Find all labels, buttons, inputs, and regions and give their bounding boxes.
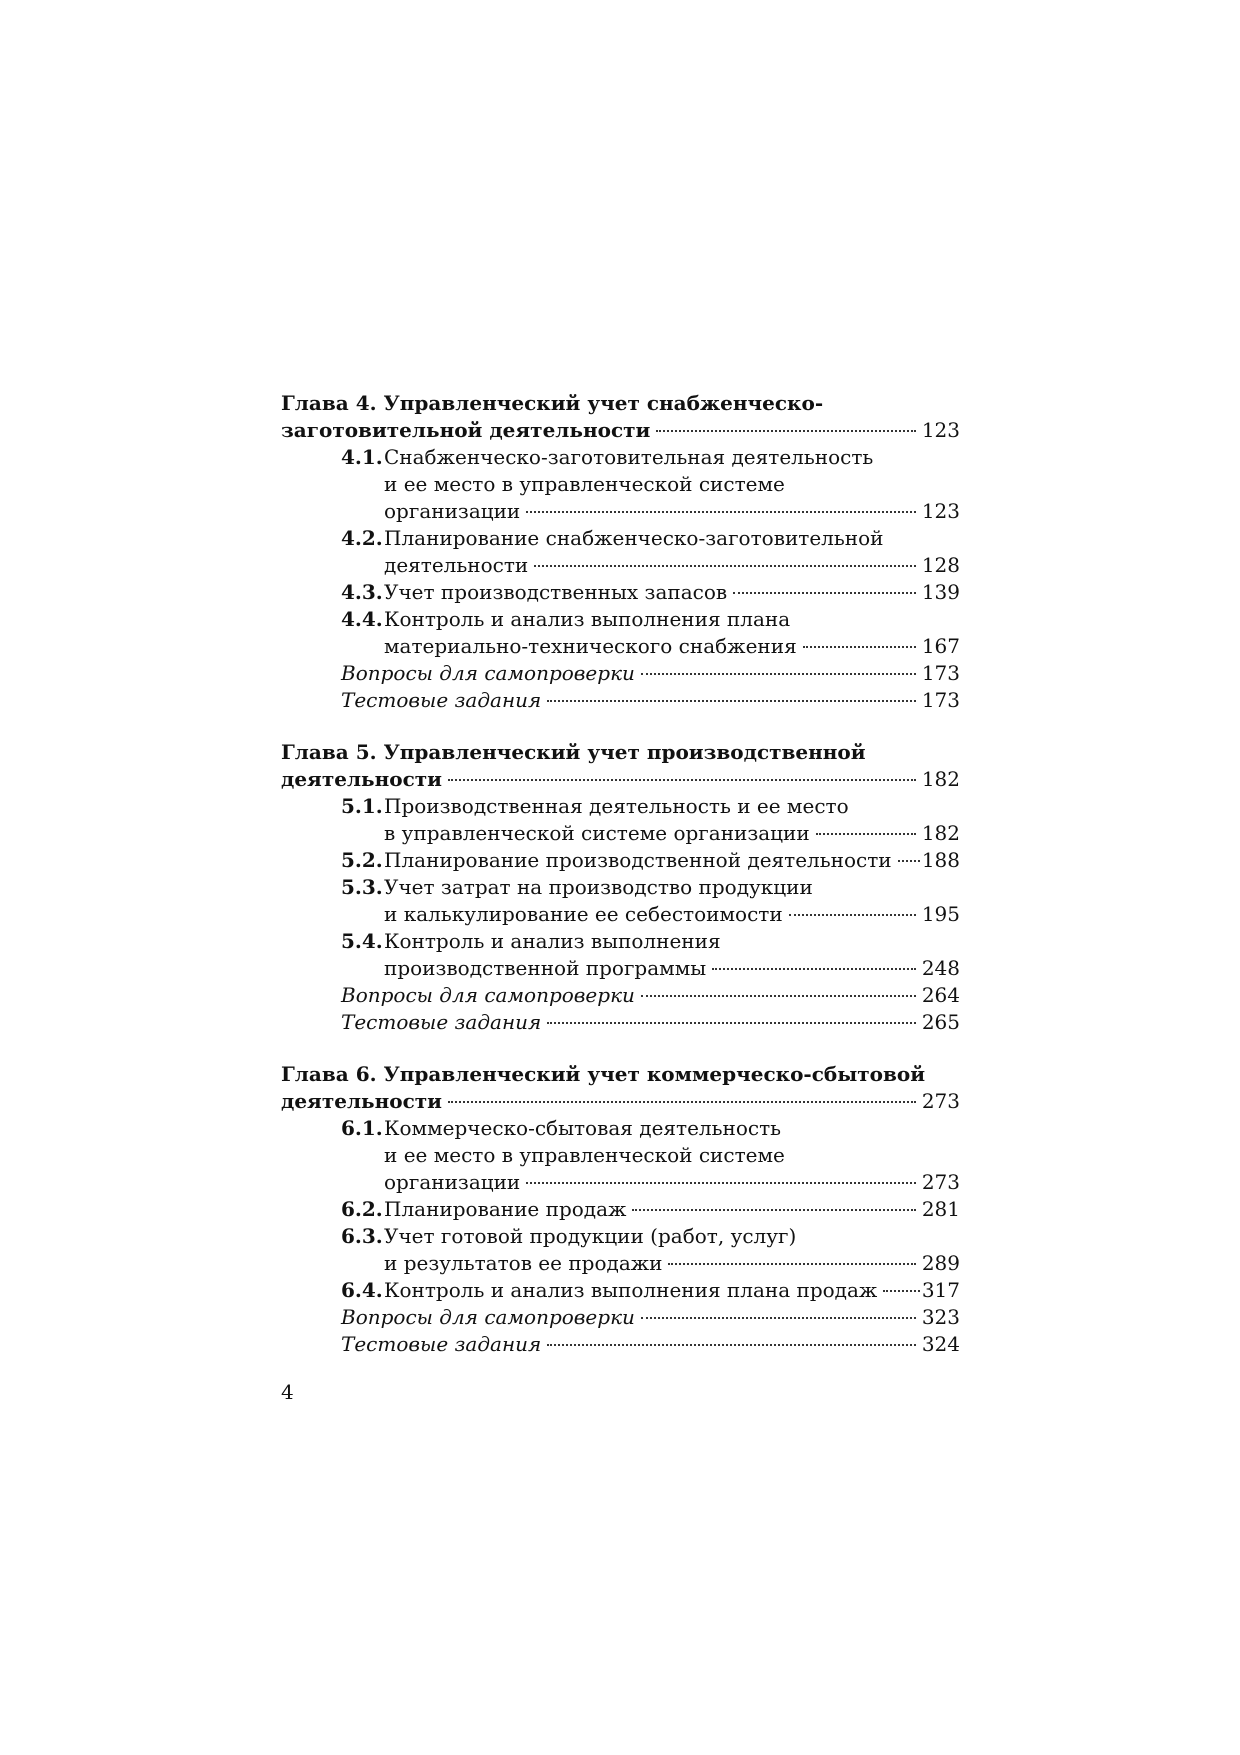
toc-item-questions[interactable] [281, 982, 960, 1009]
page-footer-number: 4 [281, 1380, 294, 1404]
page-number: 123 [921, 418, 960, 442]
toc-item[interactable] [281, 1115, 960, 1196]
toc-item[interactable] [281, 847, 960, 874]
chapter-title: деятельности [281, 1089, 443, 1113]
toc-item-tests[interactable] [281, 1009, 960, 1036]
chapter-6 [281, 1061, 960, 1358]
page-number: 248 [921, 956, 960, 980]
section-title: в управленческой системе организации [384, 821, 810, 845]
toc-item-tests[interactable] [281, 1331, 960, 1358]
section-title: и результатов ее продажи [384, 1251, 663, 1275]
section-title: Контроль и анализ выполнения плана продаж [384, 1278, 878, 1302]
page-number: 139 [921, 580, 960, 604]
dot-leader [526, 1182, 916, 1184]
section-title: Контроль и анализ выполнения плана [384, 607, 791, 631]
toc-item[interactable] [281, 579, 960, 606]
section-number: 6.4. [341, 1278, 383, 1302]
chapter-title-line[interactable] [281, 417, 960, 444]
dot-leader [883, 1290, 920, 1292]
page-number: 289 [921, 1251, 960, 1275]
section-title: производственной программы [384, 956, 707, 980]
dot-leader [641, 1317, 916, 1319]
chapter-4 [281, 390, 960, 714]
dot-leader [733, 592, 916, 594]
chapter-title: Глава 4. Управленческий учет снабженческо- [281, 391, 824, 415]
chapter-title: Глава 6. Управленческий учет коммерческо-сбытовой [281, 1062, 926, 1086]
dot-leader [641, 995, 916, 997]
section-title: Планирование производственной деятельности [384, 848, 892, 872]
tests-label: Тестовые задания [341, 1010, 542, 1034]
chapter-5 [281, 739, 960, 1036]
dot-leader [712, 968, 916, 970]
chapter-title: деятельности [281, 767, 443, 791]
page-number: 188 [921, 848, 960, 872]
section-number: 5.3. [341, 875, 383, 899]
toc-item[interactable] [281, 928, 960, 982]
section-number: 4.3. [341, 580, 383, 604]
section-title: Планирование снабженческо-заготовительной [384, 526, 884, 550]
questions-label: Вопросы для самопроверки [341, 983, 635, 1007]
page-number: 273 [921, 1170, 960, 1194]
dot-leader [816, 833, 916, 835]
tests-label: Тестовые задания [341, 688, 542, 712]
section-title: и калькулирование ее себестоимости [384, 902, 783, 926]
chapter-title: Глава 5. Управленческий учет производственной [281, 740, 866, 764]
dot-leader [789, 914, 916, 916]
page-number: 265 [921, 1010, 960, 1034]
dot-leader [448, 779, 916, 781]
page-number: 167 [921, 634, 960, 658]
dot-leader [526, 511, 916, 513]
section-number: 6.3. [341, 1224, 383, 1248]
chapter-title-line[interactable] [281, 1088, 960, 1115]
dot-leader [632, 1209, 915, 1211]
section-title: Учет затрат на производство продукции [384, 875, 813, 899]
dot-leader [803, 646, 916, 648]
dot-leader [448, 1101, 916, 1103]
toc-item-tests[interactable] [281, 687, 960, 714]
dot-leader [547, 1344, 916, 1346]
page-number: 173 [921, 688, 960, 712]
dot-leader [641, 673, 916, 675]
section-number: 6.1. [341, 1116, 383, 1140]
section-title: материально-технического снабжения [384, 634, 797, 658]
section-title: Планирование продаж [384, 1197, 627, 1221]
section-number: 4.1. [341, 445, 383, 469]
page-number: 273 [921, 1089, 960, 1113]
chapter-title-line[interactable] [281, 739, 960, 766]
chapter-title-line[interactable] [281, 766, 960, 793]
dot-leader [547, 1022, 916, 1024]
toc-item[interactable] [281, 444, 960, 525]
section-number: 5.4. [341, 929, 383, 953]
toc-item-questions[interactable] [281, 1304, 960, 1331]
page-number: 182 [921, 821, 960, 845]
section-title: организации [384, 1170, 521, 1194]
toc-item[interactable] [281, 606, 960, 660]
section-number: 4.2. [341, 526, 383, 550]
tests-label: Тестовые задания [341, 1332, 542, 1356]
toc-item[interactable] [281, 1196, 960, 1223]
section-title: деятельности [384, 553, 529, 577]
section-number: 6.2. [341, 1197, 383, 1221]
section-title: Учет производственных запасов [384, 580, 728, 604]
toc-item[interactable] [281, 793, 960, 847]
page-number: 281 [921, 1197, 960, 1221]
dot-leader [898, 860, 920, 862]
page-number: 182 [921, 767, 960, 791]
toc-item[interactable] [281, 525, 960, 579]
section-number: 5.1. [341, 794, 383, 818]
page-number: 323 [921, 1305, 960, 1329]
toc-item[interactable] [281, 874, 960, 928]
page-number: 123 [921, 499, 960, 523]
dot-leader [547, 700, 916, 702]
questions-label: Вопросы для самопроверки [341, 661, 635, 685]
questions-label: Вопросы для самопроверки [341, 1305, 635, 1329]
page-number: 128 [921, 553, 960, 577]
toc-item-questions[interactable] [281, 660, 960, 687]
section-number: 5.2. [341, 848, 383, 872]
section-title: Снабженческо-заготовительная деятельность [384, 445, 874, 469]
toc-item[interactable] [281, 1223, 960, 1277]
page-number: 264 [921, 983, 960, 1007]
section-title: Контроль и анализ выполнения [384, 929, 721, 953]
dot-leader [656, 430, 915, 432]
page-number: 195 [921, 902, 960, 926]
section-number: 4.4. [341, 607, 383, 631]
section-title: Производственная деятельность и ее место [384, 794, 849, 818]
section-title: и ее место в управленческой системе [384, 1143, 785, 1167]
dot-leader [534, 565, 916, 567]
chapter-title: заготовительной деятельности [281, 418, 651, 442]
page-number: 317 [921, 1278, 960, 1302]
section-title: организации [384, 499, 521, 523]
chapter-title-line[interactable] [281, 1061, 960, 1088]
section-title: Коммерческо-сбытовая деятельность [384, 1116, 782, 1140]
chapter-title-line[interactable] [281, 390, 960, 417]
table-of-contents [281, 390, 960, 1383]
page-number: 324 [921, 1332, 960, 1356]
page-number: 173 [921, 661, 960, 685]
dot-leader [668, 1263, 915, 1265]
section-title: Учет готовой продукции (работ, услуг) [384, 1224, 797, 1248]
section-title: и ее место в управленческой системе [384, 472, 785, 496]
toc-item[interactable] [281, 1277, 960, 1304]
